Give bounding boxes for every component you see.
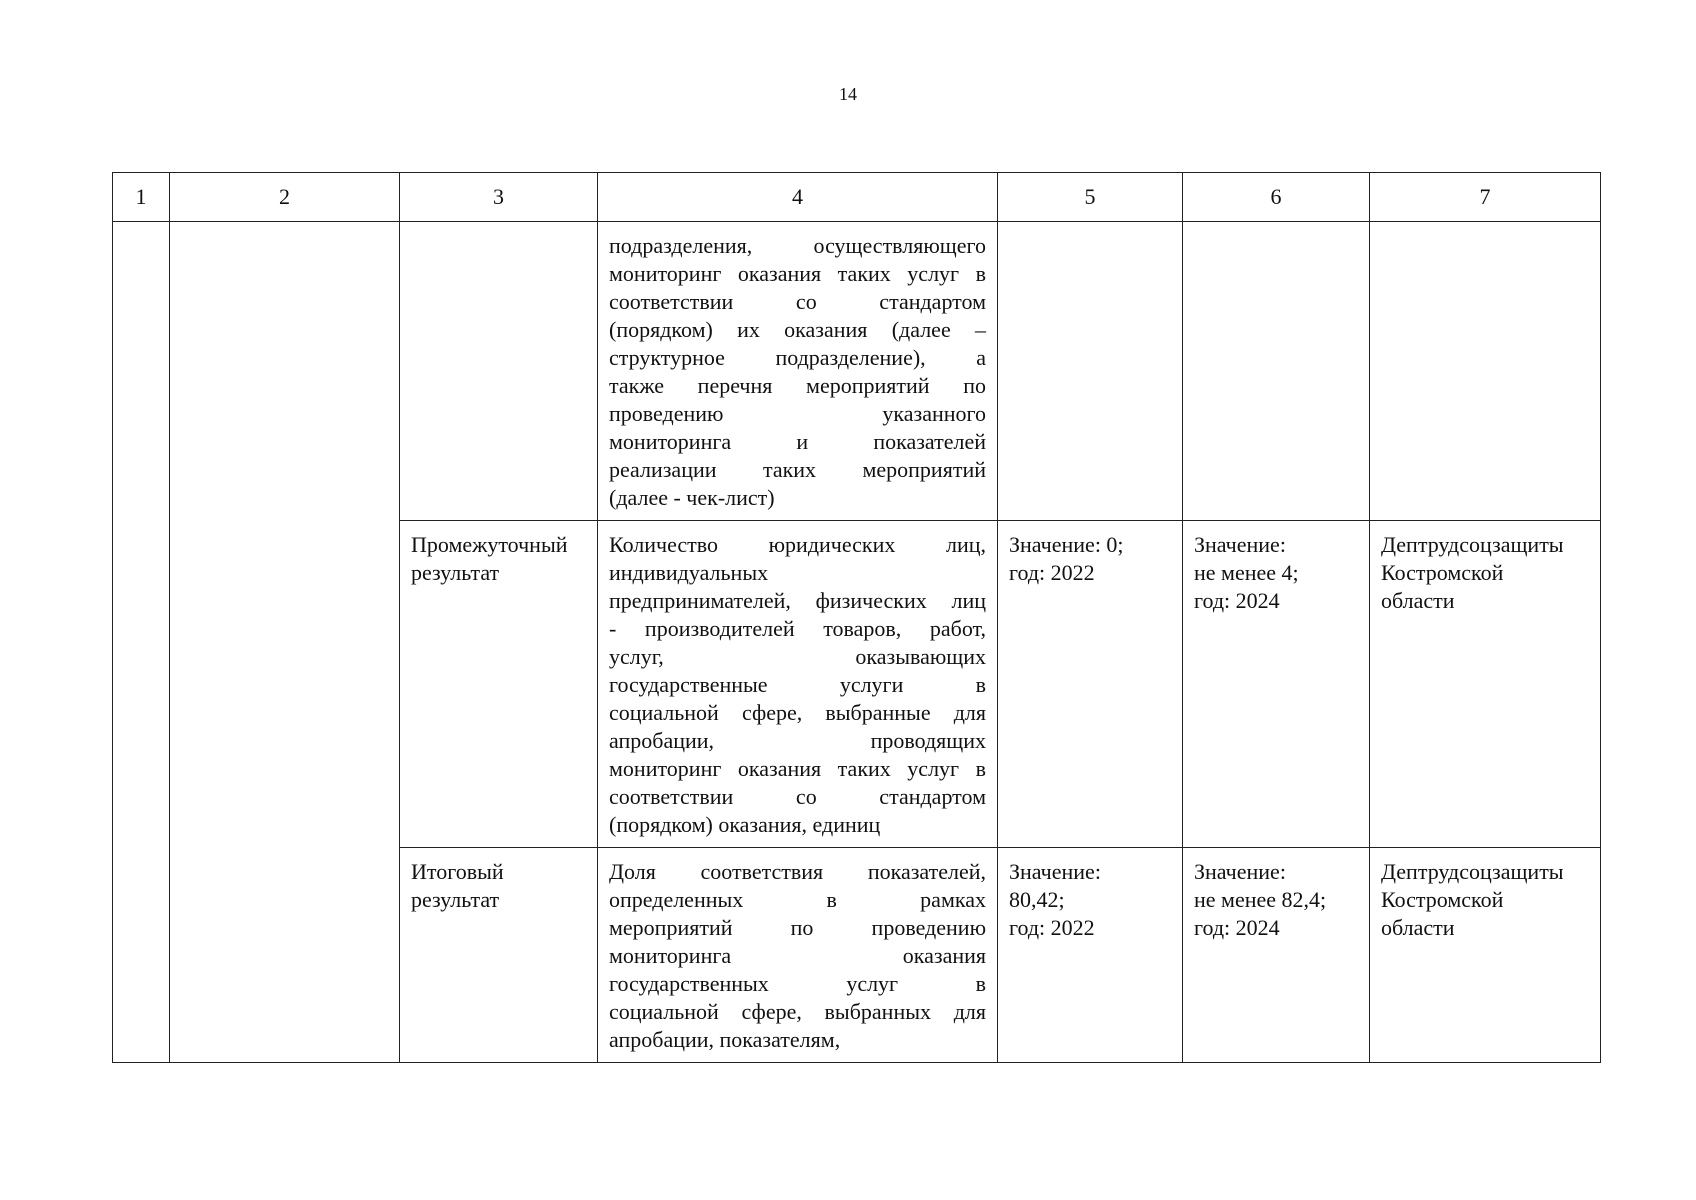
cell-result-type	[400, 521, 598, 848]
cell-result-type	[400, 222, 598, 521]
cell-text-line: Значение: 0;	[1009, 532, 1124, 557]
cell-text-line: подразделения, осуществляющего	[609, 233, 986, 258]
header-col-4: 4	[598, 173, 998, 222]
cell-text-line: также перечня мероприятий по	[609, 373, 986, 398]
cell-text-line: Количество юридических лиц,	[609, 532, 986, 557]
cell-text-line: соответствии со стандартом	[609, 784, 986, 809]
cell-text-line: не менее 82,4;	[1194, 887, 1327, 912]
cell-text-line: мероприятий по проведению	[609, 915, 986, 940]
cell-text-line: результат	[411, 560, 500, 585]
cell-text-line: Дептрудсоцзащиты	[1381, 859, 1564, 884]
cell-text-line: (далее - чек-лист)	[609, 485, 775, 510]
cell-text-line: Значение:	[1194, 532, 1286, 557]
cell-indicator-description	[598, 521, 998, 848]
cell-text-line: структурное подразделение), а	[609, 345, 986, 370]
cell-text-line: (порядком) оказания, единиц	[609, 812, 881, 837]
cell-text-line: результат	[411, 887, 500, 912]
cell-text-line: социальной сфере, выбранных для	[609, 999, 986, 1024]
cell-responsible	[1370, 848, 1601, 1063]
document-table	[112, 172, 1601, 1063]
cell-text-line: реализации таких мероприятий	[609, 457, 986, 482]
cell-responsible	[1370, 521, 1601, 848]
cell-text-line: Дептрудсоцзащиты	[1381, 532, 1564, 557]
cell-text-line: области	[1381, 915, 1455, 940]
cell-base-value	[998, 222, 1183, 521]
cell-text-line: Доля соответствия показателей,	[609, 859, 986, 884]
cell-text-line: апробации, проводящих	[609, 728, 986, 753]
cell-text-line: мониторинга оказания	[609, 943, 986, 968]
cell-responsible	[1370, 222, 1601, 521]
cell-text-line: соответствии со стандартом	[609, 289, 986, 314]
cell-text-line: мониторинга и показателей	[609, 429, 986, 454]
cell-text-line: Костромской	[1381, 887, 1504, 912]
cell-text-line: не менее 4;	[1194, 560, 1299, 585]
cell-text-line: проведению указанного	[609, 401, 986, 426]
cell-indicator-description	[598, 222, 998, 521]
cell-text-line: государственных услуг в	[609, 971, 986, 996]
header-col-2: 2	[170, 173, 400, 222]
cell-text-line: Костромской	[1381, 560, 1504, 585]
cell-text-line: апробации, показателям,	[609, 1027, 841, 1052]
header-col-7: 7	[1370, 173, 1601, 222]
header-col-1: 1	[113, 173, 170, 222]
cell-text-line: Промежуточный	[411, 532, 568, 557]
header-col-3: 3	[400, 173, 598, 222]
cell-text-line: Значение:	[1194, 859, 1286, 884]
table-header-row	[113, 173, 1601, 222]
cell-text-line: (порядком) их оказания (далее –	[609, 317, 986, 342]
cell-target-value	[1183, 848, 1370, 1063]
cell-text-line: год: 2024	[1194, 915, 1280, 940]
cell-base-value	[998, 521, 1183, 848]
cell-base-value	[998, 848, 1183, 1063]
cell-text-line: области	[1381, 588, 1455, 613]
cell-text-line: социальной сфере, выбранные для	[609, 700, 986, 725]
cell-text-line: определенных в рамках	[609, 887, 986, 912]
cell-text-line: государственные услуги в	[609, 672, 986, 697]
cell-indicator-description	[598, 848, 998, 1063]
cell-text-line: Итоговый	[411, 859, 504, 884]
cell-text-line: год: 2022	[1009, 560, 1095, 585]
cell-col-2	[170, 222, 400, 1063]
header-col-5: 5	[998, 173, 1183, 222]
cell-result-type	[400, 848, 598, 1063]
cell-text-line: - производителей товаров, работ,	[609, 616, 986, 641]
cell-text-line: год: 2024	[1194, 588, 1280, 613]
table-row	[113, 222, 1601, 521]
cell-text-line: Значение:	[1009, 859, 1101, 884]
cell-target-value	[1183, 222, 1370, 521]
cell-text-line: год: 2022	[1009, 915, 1095, 940]
cell-text-line: индивидуальных	[609, 560, 769, 585]
header-col-6: 6	[1183, 173, 1370, 222]
cell-col-1	[113, 222, 170, 1063]
cell-text-line: мониторинг оказания таких услуг в	[609, 261, 986, 286]
cell-target-value	[1183, 521, 1370, 848]
cell-text-line: 80,42;	[1009, 887, 1065, 912]
cell-text-line: услуг, оказывающих	[609, 644, 986, 669]
page-number: 14	[839, 84, 857, 104]
cell-text-line: мониторинг оказания таких услуг в	[609, 756, 986, 781]
cell-text-line: предпринимателей, физических лиц	[609, 588, 986, 613]
